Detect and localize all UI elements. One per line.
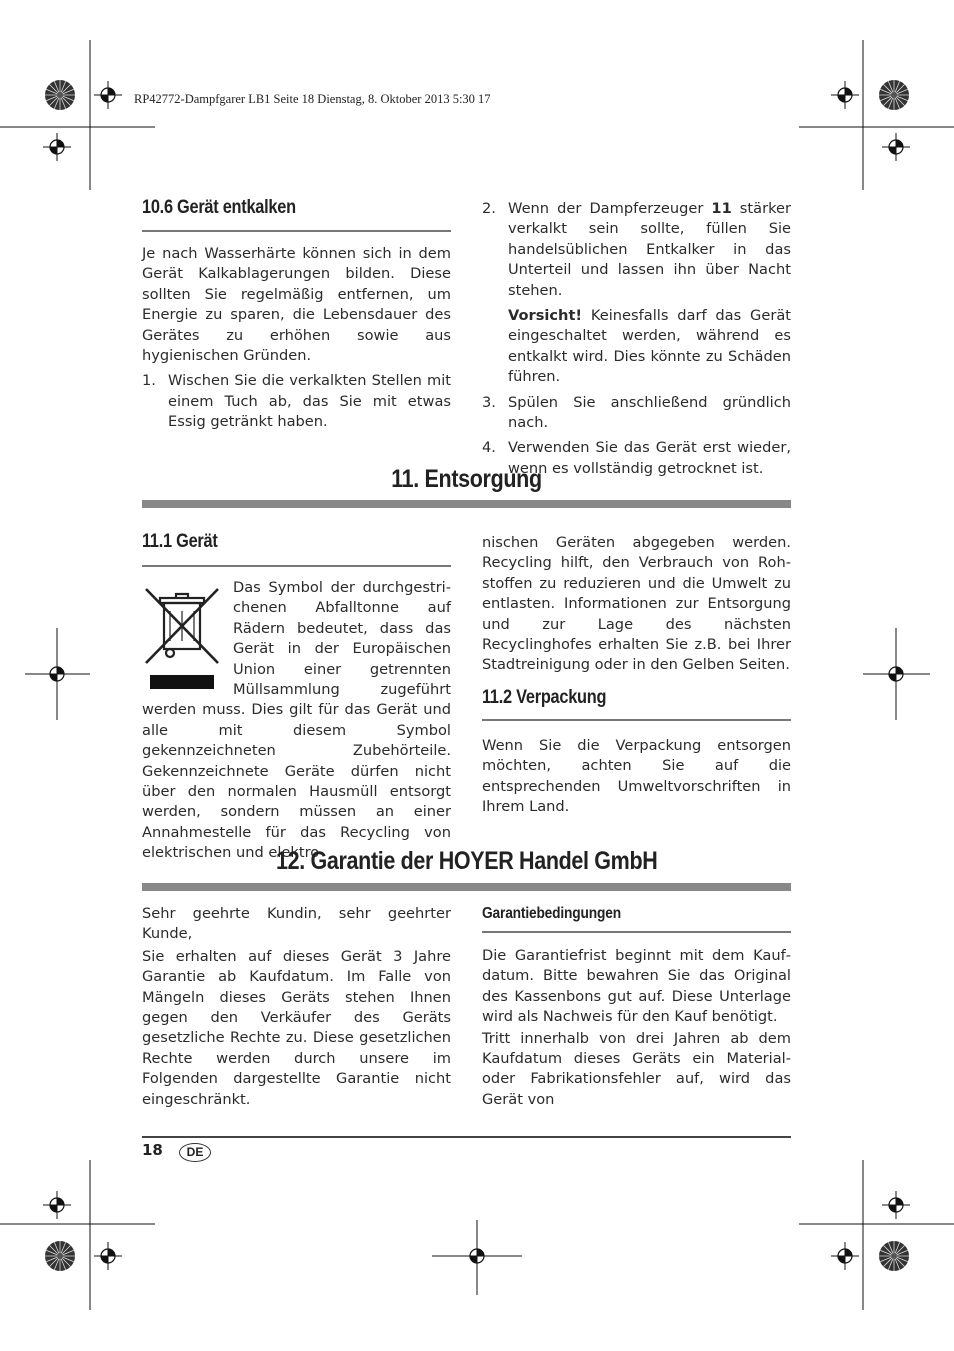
list-item: 4. Verwenden Sie das Gerät erst wieder, wenn es vollständig getrocknet ist. (482, 439, 791, 477)
caution-note: Vorsicht! Keinesfalls darf das Gerät eingeschaltet werden, während es entkalkt wird. Dies könnte zu Schäden führen. (508, 307, 791, 386)
heading-rule (482, 719, 791, 721)
section-12-right (482, 946, 791, 1110)
chapter-rule (142, 883, 791, 891)
section-10-6-body (142, 244, 451, 433)
heading-rule (142, 230, 451, 232)
section-10-6-left (142, 198, 451, 218)
paragraph: Tritt innerhalb von drei Jahren ab dem Kaufdatum dieses Geräts ein Material- oder Fabrikationsfehler auf, wird das Gerät von (482, 1029, 791, 1108)
paragraph: nischen Geräten abgegeben werden. Recycling hilft, den Verbrauch von Rohstoffen zu reduzieren und die Umwelt zu entlasten. Informationen zur Entsorgung und zur Lage des nächsten Recyclinghofes erhalten Sie z.B. bei Ihrer Stadtreinigung oder in den Gelben Seiten. (482, 534, 791, 674)
guarantee-conditions-heading: Garantiebedingungen (482, 905, 621, 922)
chapter-heading: 12. Garantie der HOYER Handel GmbH (275, 847, 658, 875)
section-11-1-heading: 11.1 Gerät (142, 531, 218, 552)
section-12-left (142, 904, 451, 1110)
paragraph: Sie erhalten auf dieses Gerät 3 Jahre Garantie ab Kaufdatum. Im Falle von Mängeln dieses Geräts stehen Ihnen gegen den Verkäufer des Geräts gesetzliche Rechte zu. Diese gesetzlichen Rechte werden durch unsere im Folgenden dargestellte Garantie nicht eingeschränkt. (142, 947, 451, 1108)
salutation: Sehr geehrte Kundin, sehr geehrter Kunde, (142, 905, 451, 943)
list-item: 2. Wenn der Dampferzeuger 11 stärker verkalkt sein sollte, füllen Sie handelsüblichen Entkalker in das Unterteil und lassen ihn über Nacht stehen. (482, 200, 791, 299)
list-item: 1. Wischen Sie die verkalkten Stellen mit einem Tuch ab, das Sie mit etwas Essig getränkt haben. (142, 372, 451, 431)
page-number: 18 (142, 1141, 163, 1159)
section-11-1-body (142, 578, 451, 864)
section-heading: 10.6 Gerät entkalken (142, 197, 296, 218)
chapter-heading: 11. Entsorgung (391, 465, 542, 493)
paragraph: Je nach Wasserhärte können sich in dem Gerät Kalkablagerungen bilden. Diese sollten Sie regelmäßig entfernen, um Energie zu sparen, die Lebensdauer des Gerätes zu erhöhen sowie aus hygienischen Gründen. (142, 245, 451, 365)
section-11-2-body (482, 736, 791, 818)
list-item: 3. Spülen Sie anschließend gründlich nach. (482, 393, 791, 432)
print-header: RP42772-Dampfgarer LB1 Seite 18 Dienstag, 8. Oktober 2013 5:30 17 (134, 92, 491, 106)
heading-rule (482, 931, 791, 933)
paragraph: Die Garantiefrist beginnt mit dem Kaufdatum. Bitte bewahren Sie das Original des Kassenbons gut auf. Diese Unterlage wird als Nachweis für den Kauf benötigt. (482, 947, 791, 1026)
language-badge: DE (179, 1143, 211, 1162)
section-10-6-right (482, 199, 791, 479)
caution-label: Vorsicht! (508, 307, 583, 325)
chapter-rule (142, 500, 791, 508)
paragraph: Wenn Sie die Verpackung entsorgen möchten, achten Sie auf die entsprechenden Umweltvorschriften in Ihrem Land. (482, 737, 791, 816)
footer-rule (142, 1136, 791, 1138)
section-11-2-heading: 11.2 Verpackung (482, 687, 607, 708)
section-11-1-continued (482, 533, 791, 676)
paragraph: Das Symbol der durchgestrichenen Abfalltonne auf Rädern bedeutet, dass das Gerät in der Europäischen Union einer getrennten Müllsammlung zugeführt werden muss. Dies gilt für das Gerät und alle mit diesem Symbol gekennzeichneten Zubehörteile. Gekennzeichnete Geräte dürfen nicht über den normalen Hausmüll entsorgt werden, sondern müssen an einer Annahmestelle für das Recycling von elektrischen und elektro (142, 579, 451, 862)
heading-rule (142, 565, 451, 567)
